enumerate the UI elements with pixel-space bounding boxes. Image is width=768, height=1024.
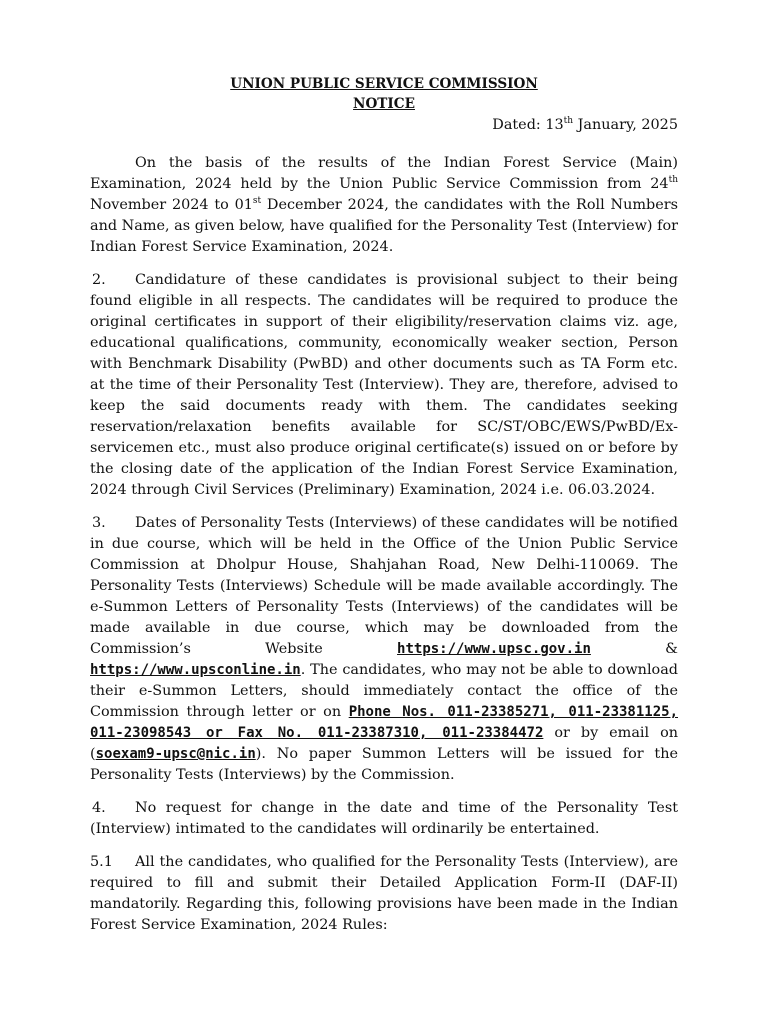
para4-text: No request for change in the date and time of the Personality Test (Interview) intimated to the candidates will ordinarily be entertained. <box>90 800 678 837</box>
para3-ampersand: & <box>590 641 678 657</box>
para1-text-a: On the basis of the results of the Indian Forest Service (Main) Examination, 2024 held by the Union Public Service Commission from 24 <box>90 155 678 192</box>
para5-number: 5.1 <box>90 854 113 870</box>
paragraph-1 <box>90 153 678 258</box>
date-suffix: January, 2025 <box>573 117 678 133</box>
paragraph-3 <box>90 513 678 786</box>
para3-text-c: or by email on ( <box>90 725 679 762</box>
notice-heading: NOTICE <box>353 96 415 112</box>
para3-text-a: Dates of Personality Tests (Interviews) of these candidates will be notified in due course, which will be held in the Office of the Union Public Service Commission at Dholpur House, Shahjahan Road, New Delhi-110069. The Personality Tests (Interviews) Schedule will be made available accordingly. The e-Summon Letters of Personality Tests (Interviews) of the candidates will be made available in due course, which may be downloaded from the Commission’s Website <box>90 515 678 657</box>
notice-date <box>90 115 678 136</box>
commission-heading: UNION PUBLIC SERVICE COMMISSION <box>230 76 538 92</box>
email-link[interactable]: soexam9-upsc@nic.in <box>95 746 256 762</box>
para2-text: Candidature of these candidates is provisional subject to their being found eligible in all respects. The candidates will be required to produce the original certificates in support of their eligibility/reservation claims viz. age, educational qualifications, community, economically weaker section, Person with Benchmark Disability (PwBD) and other documents such as TA Form etc. at the time of their Personality Test (Interview). They are, therefore, advised to keep the said documents ready with them. The candidates seeking reservation/relaxation benefits available for SC/ST/OBC/EWS/PwBD/Ex-servicemen etc., must also produce original certificate(s) issued on or before by the closing date of the application of the Indian Forest Service Examination, 2024 through Civil Services (Preliminary) Examination, 2024 i.e. 06.03.2024. <box>90 272 678 498</box>
notice-document <box>90 74 678 936</box>
para1-sup-a: th <box>668 175 678 185</box>
paragraph-5-1 <box>90 852 678 936</box>
upsc-website-link[interactable]: https://www.upsc.gov.in <box>397 641 591 657</box>
para1-text-b: November 2024 to 01 <box>90 197 253 213</box>
para3-text-d: ). No paper Summon Letters will be issued for the Personality Tests (Interviews) by the Commission. <box>90 746 678 783</box>
phone-fax-numbers: Phone Nos. 011-23385271, 011-23381125, 011-23098543 or Fax No. 011-23387310, 011-23384472 <box>90 704 678 741</box>
paragraph-2 <box>90 270 678 501</box>
para5-text: All the candidates, who qualified for the Personality Tests (Interview), are required to fill and submit their Detailed Application Form-II (DAF-II) mandatorily. Regarding this, following provisions have been made in the Indian Forest Service Examination, 2024 Rules: <box>90 854 678 933</box>
para1-text-c: December 2024, the candidates with the Roll Numbers and Name, as given below, have qualified for the Personality Test (Interview) for Indian Forest Service Examination, 2024. <box>90 197 678 255</box>
date-sup: th <box>563 116 574 126</box>
date-prefix: Dated: 13 <box>492 117 564 133</box>
para3-number: 3. <box>92 515 106 531</box>
paragraph-4 <box>90 798 678 840</box>
para3-text-b: . The candidates, who may not be able to download their e-Summon Letters, should immediately contact the office of the Commission through letter or on <box>90 662 678 720</box>
para2-number: 2. <box>92 272 106 288</box>
para1-sup-b: st <box>252 196 262 206</box>
para4-number: 4. <box>92 800 106 816</box>
upsconline-website-link[interactable]: https://www.upsconline.in <box>90 662 301 678</box>
